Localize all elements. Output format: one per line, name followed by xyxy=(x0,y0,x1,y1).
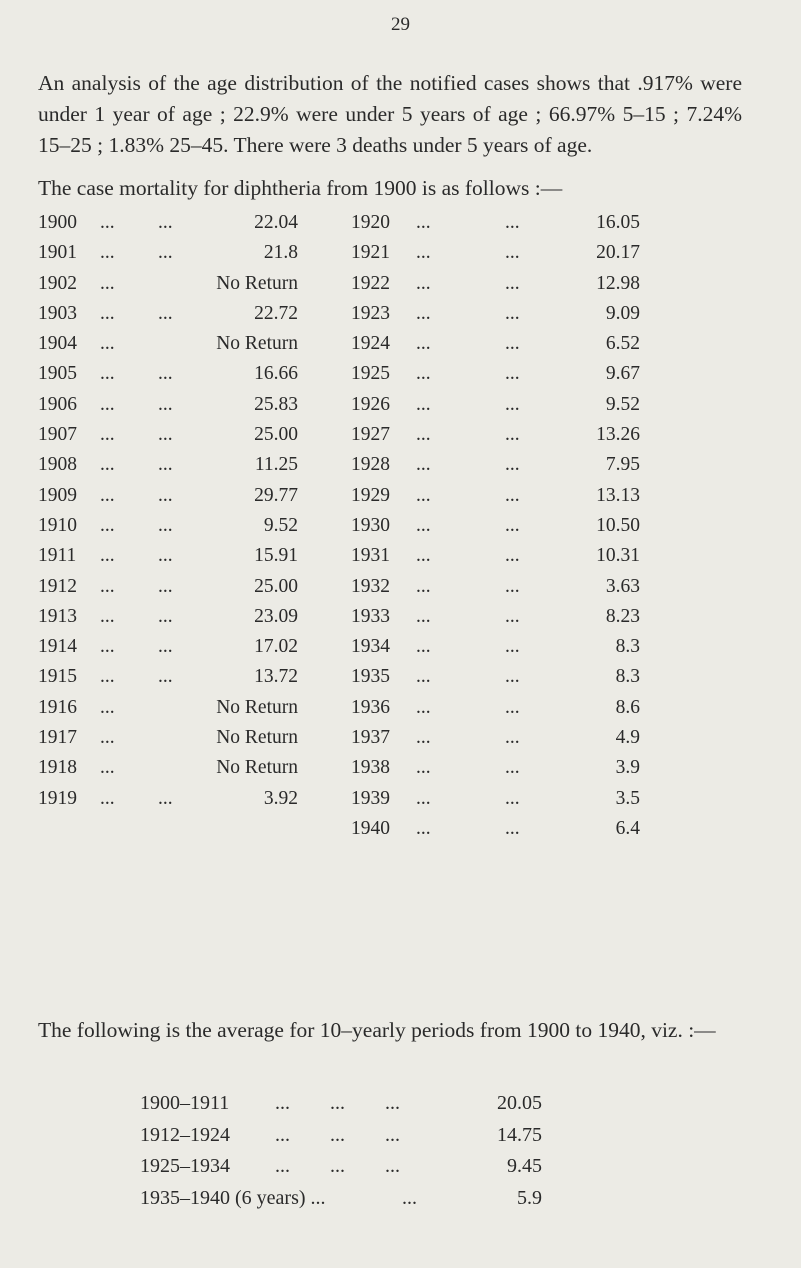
table-row xyxy=(38,333,728,363)
right-year: 1940 xyxy=(351,817,390,839)
right-leader-b: ... xyxy=(505,212,520,233)
right-year: 1923 xyxy=(351,302,390,324)
table-row xyxy=(38,757,728,787)
table-row xyxy=(38,727,728,757)
right-value: 12.98 xyxy=(596,272,640,294)
table-row xyxy=(38,303,728,333)
table-row xyxy=(38,515,728,545)
left-year: 1912 xyxy=(38,575,77,597)
right-leader-b: ... xyxy=(505,363,520,385)
left-leader: ... xyxy=(100,393,115,415)
left-leader-b: ... xyxy=(158,787,173,809)
table-row xyxy=(38,636,728,666)
table-row xyxy=(38,485,728,515)
left-year: 1904 xyxy=(38,333,77,355)
right-value: 9.67 xyxy=(605,363,640,385)
right-leader-b: ... xyxy=(505,575,520,597)
right-value: 9.09 xyxy=(605,302,640,324)
right-leader: ... xyxy=(416,575,431,597)
table-row xyxy=(38,666,728,696)
right-leader: ... xyxy=(416,605,431,627)
left-value: 13.72 xyxy=(254,666,298,688)
right-leader: ... xyxy=(416,787,431,809)
period-value: 9.45 xyxy=(507,1155,542,1177)
left-year: 1911 xyxy=(38,545,77,567)
right-leader-b: ... xyxy=(505,605,520,627)
left-leader: ... xyxy=(100,636,115,658)
right-value: 10.31 xyxy=(596,545,640,567)
period-leader: ... ... ... xyxy=(275,1092,400,1114)
right-year: 1938 xyxy=(351,757,390,779)
right-value: 8.3 xyxy=(615,636,640,658)
left-value: No Return xyxy=(216,727,298,749)
left-leader-b: ... xyxy=(158,302,173,324)
right-value: 7.95 xyxy=(605,454,640,476)
right-leader-b: ... xyxy=(505,636,520,658)
left-leader-b: ... xyxy=(158,454,173,476)
right-leader: ... xyxy=(416,514,431,536)
right-leader-b: ... xyxy=(505,696,520,718)
left-year: 1905 xyxy=(38,363,77,385)
right-year: 1936 xyxy=(351,696,390,718)
right-leader: ... xyxy=(416,454,431,476)
right-value: 6.52 xyxy=(605,333,640,355)
right-leader: ... xyxy=(416,727,431,749)
right-year: 1935 xyxy=(351,666,390,688)
period-label: 1900–1911 xyxy=(140,1092,230,1114)
left-value: 25.00 xyxy=(254,424,298,446)
right-leader: ... xyxy=(416,484,431,506)
right-year: 1920 xyxy=(351,212,390,233)
period-label: 1912–1924 xyxy=(140,1123,230,1146)
left-leader-b: ... xyxy=(158,212,173,233)
average-row xyxy=(140,1155,580,1187)
page-number: 29 xyxy=(391,14,410,35)
mortality-intro: The case mortality for diphtheria from 1900 is as follows :— xyxy=(38,176,563,200)
left-year: 1907 xyxy=(38,424,77,446)
right-leader: ... xyxy=(416,333,431,355)
left-value: 29.77 xyxy=(254,484,298,506)
table-row xyxy=(38,212,728,242)
right-value: 3.63 xyxy=(605,575,640,597)
left-value: 22.72 xyxy=(254,302,298,324)
right-leader-b: ... xyxy=(505,817,520,839)
left-leader: ... xyxy=(100,575,115,597)
left-leader-b: ... xyxy=(158,424,173,446)
left-value: 15.91 xyxy=(254,545,298,567)
right-leader: ... xyxy=(416,696,431,718)
right-leader-b: ... xyxy=(505,514,520,536)
right-leader: ... xyxy=(416,666,431,688)
left-leader-b: ... xyxy=(158,514,173,536)
mortality-table xyxy=(38,212,728,848)
right-leader: ... xyxy=(416,272,431,294)
right-leader: ... xyxy=(416,636,431,658)
right-year: 1921 xyxy=(351,242,390,264)
right-leader-b: ... xyxy=(505,666,520,688)
period-leader: ... ... ... xyxy=(275,1123,400,1146)
right-leader: ... xyxy=(416,242,431,264)
right-value: 3.9 xyxy=(615,757,640,779)
left-year: 1901 xyxy=(38,242,77,264)
left-year: 1910 xyxy=(38,514,77,536)
period-value: 20.05 xyxy=(497,1092,542,1114)
right-leader-b: ... xyxy=(505,454,520,476)
right-leader-b: ... xyxy=(505,272,520,294)
left-value: 21.8 xyxy=(263,242,298,264)
right-leader-b: ... xyxy=(505,333,520,355)
period-value: 14.75 xyxy=(497,1123,542,1146)
left-year: 1900 xyxy=(38,212,77,233)
left-value: 16.66 xyxy=(254,363,298,385)
left-leader: ... xyxy=(100,333,115,355)
left-value: 22.04 xyxy=(254,212,298,233)
average-row xyxy=(140,1187,580,1219)
left-leader: ... xyxy=(100,242,115,264)
left-leader-b: ... xyxy=(158,393,173,415)
left-leader: ... xyxy=(100,424,115,446)
table-row xyxy=(38,818,728,848)
left-leader: ... xyxy=(100,272,115,294)
left-value: 3.92 xyxy=(263,787,298,809)
left-value: 25.83 xyxy=(254,393,298,415)
left-leader: ... xyxy=(100,484,115,506)
table-row xyxy=(38,273,728,303)
left-leader: ... xyxy=(100,545,115,567)
left-leader-b: ... xyxy=(158,484,173,506)
right-leader-b: ... xyxy=(505,484,520,506)
left-leader-b: ... xyxy=(158,666,173,688)
right-value: 3.5 xyxy=(615,787,640,809)
left-leader: ... xyxy=(100,727,115,749)
averages-intro: The following is the average for 10–yearly periods from 1900 to 1940, viz. :— xyxy=(38,1018,716,1042)
period-value: 5.9 xyxy=(517,1186,542,1209)
right-leader-b: ... xyxy=(505,545,520,567)
right-year: 1926 xyxy=(351,393,390,415)
left-value: 23.09 xyxy=(254,605,298,627)
left-leader-b: ... xyxy=(158,636,173,658)
right-leader-b: ... xyxy=(505,242,520,264)
left-leader: ... xyxy=(100,514,115,536)
right-value: 9.52 xyxy=(605,393,640,415)
table-row xyxy=(38,424,728,454)
right-leader-b: ... xyxy=(505,757,520,779)
right-leader-b: ... xyxy=(505,424,520,446)
average-row xyxy=(140,1092,580,1124)
period-leader: ... ... ... xyxy=(275,1155,400,1177)
right-year: 1922 xyxy=(351,272,390,294)
left-year: 1916 xyxy=(38,696,77,718)
table-row xyxy=(38,788,728,818)
right-year: 1934 xyxy=(351,636,390,658)
right-value: 13.26 xyxy=(596,424,640,446)
right-year: 1937 xyxy=(351,727,390,749)
left-value: 17.02 xyxy=(254,636,298,658)
left-leader: ... xyxy=(100,787,115,809)
left-year: 1909 xyxy=(38,484,77,506)
left-year: 1917 xyxy=(38,727,77,749)
left-year: 1918 xyxy=(38,757,77,779)
table-row xyxy=(38,576,728,606)
right-year: 1928 xyxy=(351,454,390,476)
table-row xyxy=(38,394,728,424)
right-leader-b: ... xyxy=(505,727,520,749)
left-year: 1908 xyxy=(38,454,77,476)
left-leader-b: ... xyxy=(158,605,173,627)
left-value: No Return xyxy=(216,696,298,718)
table-row xyxy=(38,606,728,636)
table-row xyxy=(38,363,728,393)
right-value: 8.23 xyxy=(605,605,640,627)
right-year: 1925 xyxy=(351,363,390,385)
left-leader: ... xyxy=(100,212,115,233)
left-year: 1915 xyxy=(38,666,77,688)
right-leader: ... xyxy=(416,393,431,415)
right-year: 1933 xyxy=(351,605,390,627)
right-leader: ... xyxy=(416,302,431,324)
averages-table xyxy=(140,1092,580,1218)
period-leader: ... xyxy=(402,1186,417,1209)
right-year: 1927 xyxy=(351,424,390,446)
table-row xyxy=(38,545,728,575)
left-value: 9.52 xyxy=(263,514,298,536)
period-label: 1935–1940 (6 years) ... xyxy=(140,1186,326,1209)
left-leader: ... xyxy=(100,454,115,476)
left-value: 11.25 xyxy=(254,454,298,476)
intro-paragraph: An analysis of the age distribution of the notified cases shows that .917% were under 1 year of age ; 22.9% were under 5 years of age ; 66.97% 5–15 ; 7.24% 15–25 ; 1.83% 25–45. There were 3 deaths under 5 years of age. xyxy=(38,71,742,157)
left-leader: ... xyxy=(100,696,115,718)
right-value: 10.50 xyxy=(596,514,640,536)
table-row xyxy=(38,454,728,484)
left-year: 1906 xyxy=(38,393,77,415)
left-value: No Return xyxy=(216,757,298,779)
right-year: 1931 xyxy=(351,545,390,567)
left-leader: ... xyxy=(100,666,115,688)
left-leader: ... xyxy=(100,757,115,779)
left-leader-b: ... xyxy=(158,363,173,385)
right-leader: ... xyxy=(416,212,431,233)
left-leader-b: ... xyxy=(158,575,173,597)
left-year: 1913 xyxy=(38,605,77,627)
left-year: 1902 xyxy=(38,272,77,294)
left-leader: ... xyxy=(100,363,115,385)
right-leader: ... xyxy=(416,757,431,779)
right-leader: ... xyxy=(416,817,431,839)
right-value: 8.3 xyxy=(615,666,640,688)
left-year: 1919 xyxy=(38,787,77,809)
right-value: 4.9 xyxy=(615,727,640,749)
right-value: 13.13 xyxy=(596,484,640,506)
right-year: 1932 xyxy=(351,575,390,597)
right-year: 1929 xyxy=(351,484,390,506)
left-leader-b: ... xyxy=(158,545,173,567)
left-year: 1914 xyxy=(38,636,77,658)
left-leader: ... xyxy=(100,302,115,324)
left-leader-b: ... xyxy=(158,242,173,264)
right-year: 1924 xyxy=(351,333,390,355)
table-row xyxy=(38,242,728,272)
left-leader: ... xyxy=(100,605,115,627)
right-leader-b: ... xyxy=(505,393,520,415)
right-year: 1939 xyxy=(351,787,390,809)
right-value: 20.17 xyxy=(596,242,640,264)
right-leader: ... xyxy=(416,424,431,446)
right-year: 1930 xyxy=(351,514,390,536)
right-leader-b: ... xyxy=(505,787,520,809)
right-leader: ... xyxy=(416,363,431,385)
average-row xyxy=(140,1124,580,1156)
left-value: No Return xyxy=(216,272,298,294)
table-row xyxy=(38,697,728,727)
right-leader: ... xyxy=(416,545,431,567)
right-value: 16.05 xyxy=(596,212,640,233)
period-label: 1925–1934 xyxy=(140,1155,230,1177)
right-value: 8.6 xyxy=(615,696,640,718)
right-value: 6.4 xyxy=(615,817,640,839)
left-year: 1903 xyxy=(38,302,77,324)
left-value: 25.00 xyxy=(254,575,298,597)
right-leader-b: ... xyxy=(505,302,520,324)
left-value: No Return xyxy=(216,333,298,355)
